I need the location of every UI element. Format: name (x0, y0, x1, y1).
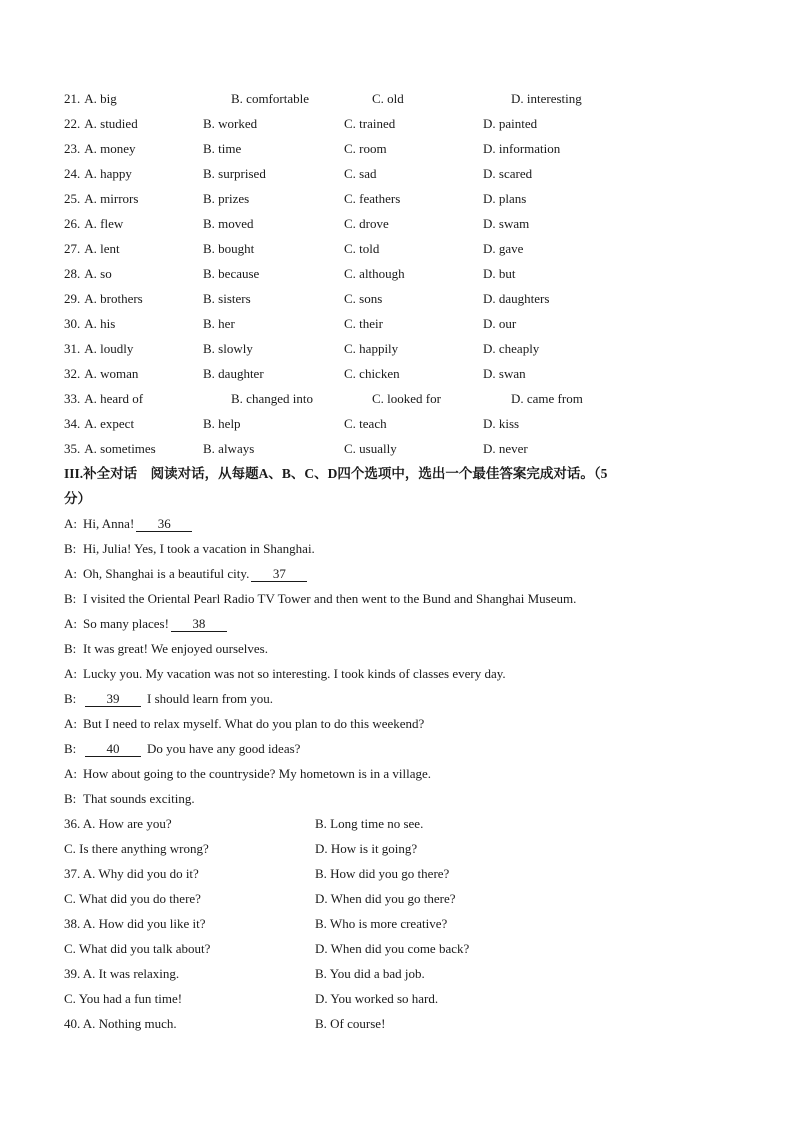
option-a: A. sometimes (84, 441, 156, 456)
dialogue-line (0, 536, 794, 561)
option-b: B. because (203, 266, 260, 281)
question-row (0, 386, 794, 411)
option-c: C. trained (344, 116, 396, 131)
option-c: C. sons (344, 291, 383, 306)
option-b: B. moved (203, 216, 254, 231)
option-c: C. usually (344, 441, 397, 456)
option-c: C. sad (344, 166, 377, 181)
option-b: B. bought (203, 241, 255, 256)
option-a-cell (64, 261, 112, 286)
question-number: 23. (64, 141, 81, 156)
option-a: A. heard of (84, 391, 144, 406)
option-b: B. help (203, 416, 241, 431)
choice-row (0, 936, 794, 961)
dialogue-line (0, 586, 794, 611)
option-a-cell (64, 286, 143, 311)
option-a-cell (64, 411, 134, 436)
speaker-label: A: (64, 616, 77, 631)
cloze-options (0, 86, 794, 461)
choice-row (0, 886, 794, 911)
option-a-cell (64, 386, 143, 411)
question-number: 24. (64, 166, 81, 181)
question-row (0, 261, 794, 286)
question-row (0, 311, 794, 336)
choice-left: 38. A. How did you like it? (64, 916, 206, 931)
question-row (0, 411, 794, 436)
answer-blank: 37 (251, 567, 307, 582)
option-a-cell (64, 111, 138, 136)
option-a-cell (64, 361, 138, 386)
option-a: A. studied (84, 116, 138, 131)
option-d: D. our (483, 316, 517, 331)
option-b: B. changed into (231, 391, 313, 406)
choice-right: B. Who is more creative? (315, 916, 448, 931)
choice-right: B. Of course! (315, 1016, 386, 1031)
dialogue-text: So many places! (83, 616, 169, 631)
option-a: A. big (84, 91, 117, 106)
option-b: B. sisters (203, 291, 251, 306)
option-d: D. never (483, 441, 528, 456)
option-c: C. room (344, 141, 387, 156)
answer-blank: 39 (85, 692, 141, 707)
choice-row (0, 986, 794, 1011)
speaker-label: A: (64, 666, 77, 681)
dialogue-line (0, 761, 794, 786)
dialogue-text: I visited the Oriental Pearl Radio TV Tower and then went to the Bund and Shanghai Museum. (83, 591, 577, 606)
question-number: 27. (64, 241, 81, 256)
option-d: D. kiss (483, 416, 520, 431)
option-b: B. slowly (203, 341, 253, 356)
choice-left: 39. A. It was relaxing. (64, 966, 180, 981)
answer-blank: 38 (171, 617, 227, 632)
option-d: D. scared (483, 166, 533, 181)
speaker-label: B: (64, 691, 77, 706)
dialogue-choices (0, 811, 794, 1036)
dialogue-text: That sounds exciting. (83, 791, 195, 806)
question-number: 28. (64, 266, 81, 281)
question-row (0, 186, 794, 211)
question-row (0, 111, 794, 136)
option-c: C. old (372, 91, 404, 106)
option-a: A. mirrors (84, 191, 139, 206)
question-row (0, 436, 794, 461)
option-a-cell (64, 161, 132, 186)
option-a-cell (64, 336, 133, 361)
choice-right: D. When did you come back? (315, 941, 470, 956)
option-a-cell (64, 186, 138, 211)
option-a: A. so (84, 266, 112, 281)
option-d: D. plans (483, 191, 527, 206)
dialogue-text: How about going to the countryside? My hometown is in a village. (83, 766, 432, 781)
question-number: 22. (64, 116, 81, 131)
choice-row (0, 911, 794, 936)
dialogue-line (0, 561, 794, 586)
question-number: 26. (64, 216, 81, 231)
choice-left: C. Is there anything wrong? (64, 841, 209, 856)
option-a-cell (64, 136, 136, 161)
dialogue-line (0, 661, 794, 686)
choice-left: 37. A. Why did you do it? (64, 866, 199, 881)
dialogue-text: But I need to relax myself. What do you plan to do this weekend? (83, 716, 425, 731)
option-c: C. happily (344, 341, 399, 356)
option-d: D. cheaply (483, 341, 540, 356)
choice-left: C. What did you talk about? (64, 941, 211, 956)
option-a: A. flew (84, 216, 124, 231)
speaker-label: B: (64, 591, 77, 606)
dialogue-line (0, 636, 794, 661)
speaker-label: B: (64, 641, 77, 656)
dialogue-line (0, 711, 794, 736)
choice-row (0, 836, 794, 861)
speaker-label: B: (64, 791, 77, 806)
dialogue-line (0, 736, 794, 761)
question-number: 30. (64, 316, 81, 331)
choice-right: B. You did a bad job. (315, 966, 425, 981)
question-number: 33. (64, 391, 81, 406)
speaker-label: A: (64, 566, 77, 581)
dialogue-text: I should learn from you. (147, 691, 274, 706)
option-a: A. woman (84, 366, 139, 381)
option-c: C. chicken (344, 366, 400, 381)
choice-left: 36. A. How are you? (64, 816, 172, 831)
option-a-cell (64, 311, 115, 336)
question-number: 21. (64, 91, 81, 106)
choice-right: D. When did you go there? (315, 891, 456, 906)
option-c: C. feathers (344, 191, 401, 206)
option-d: D. information (483, 141, 561, 156)
option-a: A. brothers (84, 291, 143, 306)
option-b: B. daughter (203, 366, 264, 381)
question-number: 35. (64, 441, 81, 456)
option-d: D. daughters (483, 291, 550, 306)
choice-left: 40. A. Nothing much. (64, 1016, 177, 1031)
section-title-line: III.补全对话 阅读对话，从每题A、B、C、D四个选项中，选出一个最佳答案完成对话。（5 (64, 466, 608, 481)
choice-right: D. How is it going? (315, 841, 418, 856)
option-b: B. worked (203, 116, 258, 131)
question-number: 31. (64, 341, 81, 356)
question-row (0, 361, 794, 386)
choice-row (0, 811, 794, 836)
option-b: B. comfortable (231, 91, 309, 106)
question-row (0, 136, 794, 161)
answer-blank: 36 (136, 517, 192, 532)
answer-blank: 40 (85, 742, 141, 757)
dialogue-text: Hi, Julia! Yes, I took a vacation in Shanghai. (83, 541, 315, 556)
option-a: A. money (84, 141, 136, 156)
choice-right: D. You worked so hard. (315, 991, 439, 1006)
option-c: C. teach (344, 416, 387, 431)
speaker-label: B: (64, 741, 77, 756)
choice-left: C. You had a fun time! (64, 991, 183, 1006)
dialogue-line (0, 611, 794, 636)
option-c: C. told (344, 241, 380, 256)
question-row (0, 336, 794, 361)
section-title (0, 461, 794, 511)
question-number: 34. (64, 416, 81, 431)
option-d: D. gave (483, 241, 524, 256)
choice-row (0, 961, 794, 986)
dialogue-line (0, 786, 794, 811)
question-row (0, 86, 794, 111)
option-d: D. interesting (511, 91, 582, 106)
section-title-line: 分） (64, 491, 91, 506)
option-c: C. although (344, 266, 405, 281)
question-row (0, 236, 794, 261)
question-number: 25. (64, 191, 81, 206)
option-a-cell (64, 236, 120, 261)
dialogue-text: Hi, Anna! (83, 516, 135, 531)
choice-right: B. How did you go there? (315, 866, 450, 881)
choice-left: C. What did you do there? (64, 891, 201, 906)
option-d: D. came from (511, 391, 583, 406)
option-a-cell (64, 211, 123, 236)
option-c: C. drove (344, 216, 389, 231)
dialogue-text: Oh, Shanghai is a beautiful city. (83, 566, 250, 581)
dialogue (0, 511, 794, 811)
question-row (0, 161, 794, 186)
option-a-cell (64, 86, 117, 111)
option-a: A. his (84, 316, 116, 331)
exam-page (0, 86, 794, 1036)
choice-right: B. Long time no see. (315, 816, 424, 831)
dialogue-text: It was great! We enjoyed ourselves. (83, 641, 268, 656)
option-a: A. happy (84, 166, 132, 181)
option-b: B. time (203, 141, 242, 156)
dialogue-text: Lucky you. My vacation was not so interesting. I took kinds of classes every day. (83, 666, 506, 681)
option-b: B. always (203, 441, 255, 456)
option-b: B. surprised (203, 166, 266, 181)
option-d: D. but (483, 266, 516, 281)
option-b: B. prizes (203, 191, 250, 206)
option-a: A. loudly (84, 341, 134, 356)
speaker-label: A: (64, 716, 77, 731)
dialogue-line (0, 686, 794, 711)
dialogue-text: Do you have any good ideas? (147, 741, 301, 756)
speaker-label: A: (64, 516, 77, 531)
option-c: C. looked for (372, 391, 441, 406)
speaker-label: B: (64, 541, 77, 556)
choice-row (0, 1011, 794, 1036)
option-b: B. her (203, 316, 235, 331)
question-row (0, 211, 794, 236)
option-a-cell (64, 436, 156, 461)
question-number: 29. (64, 291, 81, 306)
choice-row (0, 861, 794, 886)
speaker-label: A: (64, 766, 77, 781)
dialogue-line (0, 511, 794, 536)
question-number: 32. (64, 366, 81, 381)
option-a: A. expect (84, 416, 135, 431)
option-d: D. swam (483, 216, 530, 231)
question-row (0, 286, 794, 311)
option-d: D. swan (483, 366, 526, 381)
option-d: D. painted (483, 116, 538, 131)
option-c: C. their (344, 316, 383, 331)
option-a: A. lent (84, 241, 120, 256)
